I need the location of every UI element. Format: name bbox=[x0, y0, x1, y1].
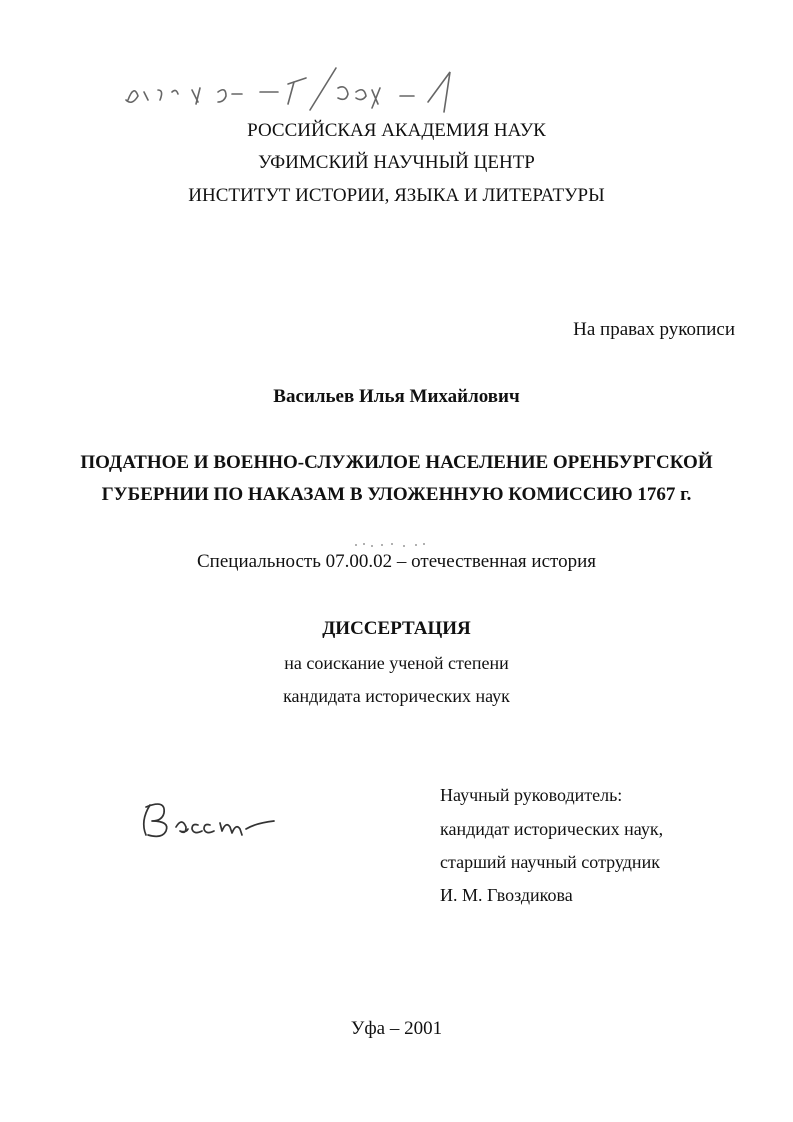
supervisor-label: Научный руководитель: bbox=[440, 785, 623, 805]
archive-mark-handwriting bbox=[110, 62, 510, 118]
supervisor-name: И. М. Гвоздикова bbox=[440, 885, 573, 905]
city-year: Уфа – 2001 bbox=[350, 1018, 443, 1039]
dissertation-heading: ДИССЕРТАЦИЯ bbox=[322, 618, 471, 639]
title-line-1: ПОДАТНОЕ И ВОЕННО-СЛУЖИЛОЕ НАСЕЛЕНИЕ ОРЕНБУРГСКОЙ bbox=[80, 452, 713, 473]
manuscript-rights-note: На правах рукописи bbox=[573, 319, 735, 340]
organization-line-2: УФИМСКИЙ НАУЧНЫЙ ЦЕНТР bbox=[258, 152, 535, 173]
author-name: Васильев Илья Михайлович bbox=[273, 386, 520, 407]
organization-line-1: РОССИЙСКАЯ АКАДЕМИЯ НАУК bbox=[247, 120, 546, 141]
degree-line-1: на соискание ученой степени bbox=[284, 653, 509, 673]
supervisor-position: старший научный сотрудник bbox=[440, 852, 660, 872]
specialty-line: Специальность 07.00.02 – отечественная история bbox=[197, 551, 596, 572]
degree-line-2: кандидата исторических наук bbox=[283, 686, 510, 706]
signature-handwriting bbox=[136, 795, 286, 845]
organization-line-3: ИНСТИТУТ ИСТОРИИ, ЯЗЫКА И ЛИТЕРАТУРЫ bbox=[188, 185, 605, 206]
title-line-2: ГУБЕРНИИ ПО НАКАЗАМ В УЛОЖЕННУЮ КОМИССИЮ 1767 г. bbox=[101, 484, 692, 505]
supervisor-degree: кандидат исторических наук, bbox=[440, 819, 664, 839]
